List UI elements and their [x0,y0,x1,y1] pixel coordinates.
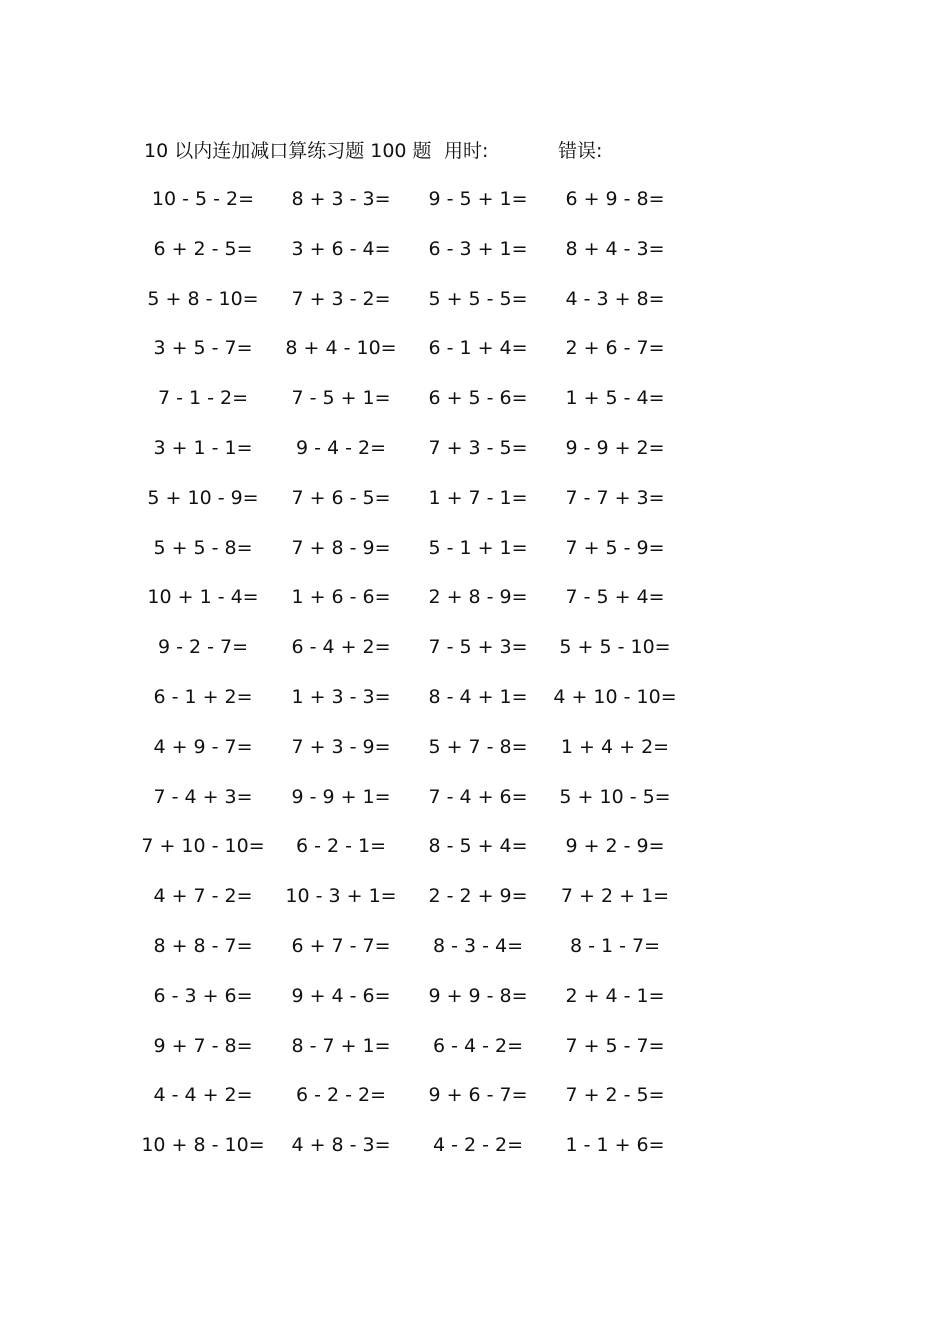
arithmetic-problem: 9 - 4 - 2= [295,436,387,459]
arithmetic-problem: 5 - 1 + 1= [428,536,528,559]
problem-row [0,732,950,782]
arithmetic-problem: 9 - 2 - 7= [157,636,249,659]
problem-row [0,433,950,483]
arithmetic-problem: 2 + 8 - 9= [428,586,528,609]
arithmetic-problem: 7 + 8 - 9= [291,536,391,559]
arithmetic-problem: 8 + 8 - 7= [153,934,253,957]
problem-row [0,483,950,533]
problem-row [0,782,950,832]
problem-row [0,383,950,433]
arithmetic-problem: 7 - 1 - 2= [157,387,249,410]
arithmetic-problem: 1 + 4 + 2= [560,735,670,758]
arithmetic-problem: 5 + 5 - 5= [428,287,528,310]
problem-row [0,1130,950,1180]
problem-row [0,931,950,981]
problem-row [0,682,950,732]
arithmetic-problem: 1 + 3 - 3= [291,685,391,708]
arithmetic-problem: 7 + 5 - 9= [565,536,665,559]
arithmetic-problem: 6 + 5 - 6= [428,387,528,410]
problem-row [0,184,950,234]
arithmetic-problem: 7 + 3 - 9= [291,735,391,758]
arithmetic-problem: 6 - 3 + 1= [428,237,528,260]
arithmetic-problem: 5 + 7 - 8= [428,735,528,758]
arithmetic-problem: 8 + 4 - 10= [285,337,397,360]
arithmetic-problem: 7 + 6 - 5= [291,486,391,509]
arithmetic-problem: 5 + 5 - 8= [153,536,253,559]
arithmetic-problem: 1 + 6 - 6= [291,586,391,609]
problem-row [0,533,950,583]
arithmetic-problem: 3 + 1 - 1= [153,436,253,459]
arithmetic-problem: 9 + 7 - 8= [153,1034,253,1057]
arithmetic-problem: 9 + 2 - 9= [565,835,665,858]
arithmetic-problem: 4 + 10 - 10= [553,685,677,708]
arithmetic-problem: 7 - 5 + 3= [428,636,528,659]
arithmetic-problem: 1 + 7 - 1= [428,486,528,509]
arithmetic-problem: 7 + 2 - 5= [565,1084,665,1107]
problem-row [0,1080,950,1130]
arithmetic-problem: 2 + 6 - 7= [565,337,665,360]
arithmetic-problem: 6 - 4 + 2= [291,636,391,659]
arithmetic-problem: 10 - 5 - 2= [151,188,255,210]
arithmetic-problem: 3 + 6 - 4= [291,237,391,260]
arithmetic-problem: 7 + 2 + 1= [560,885,670,908]
arithmetic-problem: 7 + 3 - 2= [291,287,391,310]
arithmetic-problem: 1 + 5 - 4= [565,387,665,410]
arithmetic-problem: 10 - 3 + 1= [285,885,397,908]
arithmetic-problem: 8 + 4 - 3= [565,237,665,260]
arithmetic-problem: 5 + 5 - 10= [559,636,671,659]
arithmetic-problem: 6 - 4 - 2= [432,1034,524,1057]
arithmetic-problem: 9 - 9 + 1= [291,785,391,808]
arithmetic-problem: 6 - 2 - 1= [295,835,387,858]
arithmetic-problem: 10 + 1 - 4= [147,586,259,609]
problem-grid [0,184,950,1180]
arithmetic-problem: 7 + 5 - 7= [565,1034,665,1057]
problem-row [0,881,950,931]
arithmetic-problem: 9 - 9 + 2= [565,436,665,459]
arithmetic-problem: 4 - 4 + 2= [153,1084,253,1107]
worksheet-header [0,136,950,166]
arithmetic-problem: 7 + 10 - 10= [141,835,265,858]
arithmetic-problem: 8 - 1 - 7= [569,934,661,957]
arithmetic-problem: 9 + 9 - 8= [428,984,528,1007]
arithmetic-problem: 6 + 2 - 5= [153,237,253,260]
arithmetic-problem: 4 - 2 - 2= [432,1134,524,1157]
arithmetic-problem: 8 - 5 + 4= [428,835,528,858]
arithmetic-problem: 7 - 4 + 3= [153,785,253,808]
arithmetic-problem: 7 - 4 + 6= [428,785,528,808]
arithmetic-problem: 9 + 4 - 6= [291,984,391,1007]
arithmetic-problem: 4 + 8 - 3= [291,1134,391,1157]
worksheet-title: 10 以内连加减口算练习题 100 题 [144,140,432,162]
time-used-label: 用时: [444,140,489,162]
arithmetic-problem: 9 + 6 - 7= [428,1084,528,1107]
arithmetic-problem: 5 + 10 - 5= [559,785,671,808]
arithmetic-problem: 2 - 2 + 9= [428,885,528,908]
arithmetic-problem: 3 + 5 - 7= [153,337,253,360]
arithmetic-problem: 6 + 7 - 7= [291,934,391,957]
arithmetic-problem: 7 - 5 + 1= [291,387,391,410]
arithmetic-problem: 2 + 4 - 1= [565,984,665,1007]
arithmetic-problem: 5 + 10 - 9= [147,486,259,509]
arithmetic-problem: 8 - 4 + 1= [428,685,528,708]
arithmetic-problem: 7 - 5 + 4= [565,586,665,609]
arithmetic-problem: 5 + 8 - 10= [147,287,259,310]
problem-row [0,284,950,334]
problem-row [0,981,950,1031]
arithmetic-problem: 6 + 9 - 8= [565,188,665,210]
problem-row [0,1031,950,1081]
arithmetic-problem: 1 - 1 + 6= [565,1134,665,1157]
arithmetic-problem: 4 + 9 - 7= [153,735,253,758]
arithmetic-problem: 6 - 3 + 6= [153,984,253,1007]
arithmetic-problem: 8 - 3 - 4= [432,934,524,957]
errors-label: 错误: [558,140,603,162]
arithmetic-problem: 9 - 5 + 1= [428,188,528,210]
problem-row [0,333,950,383]
arithmetic-problem: 6 - 2 - 2= [295,1084,387,1107]
problem-row [0,632,950,682]
problem-row [0,831,950,881]
arithmetic-problem: 7 + 3 - 5= [428,436,528,459]
arithmetic-problem: 10 + 8 - 10= [141,1134,265,1157]
problem-row [0,582,950,632]
arithmetic-problem: 6 - 1 + 2= [153,685,253,708]
arithmetic-problem: 6 - 1 + 4= [428,337,528,360]
arithmetic-problem: 8 - 7 + 1= [291,1034,391,1057]
arithmetic-problem: 7 - 7 + 3= [565,486,665,509]
arithmetic-problem: 8 + 3 - 3= [291,188,391,210]
arithmetic-problem: 4 + 7 - 2= [153,885,253,908]
problem-row [0,234,950,284]
arithmetic-problem: 4 - 3 + 8= [565,287,665,310]
